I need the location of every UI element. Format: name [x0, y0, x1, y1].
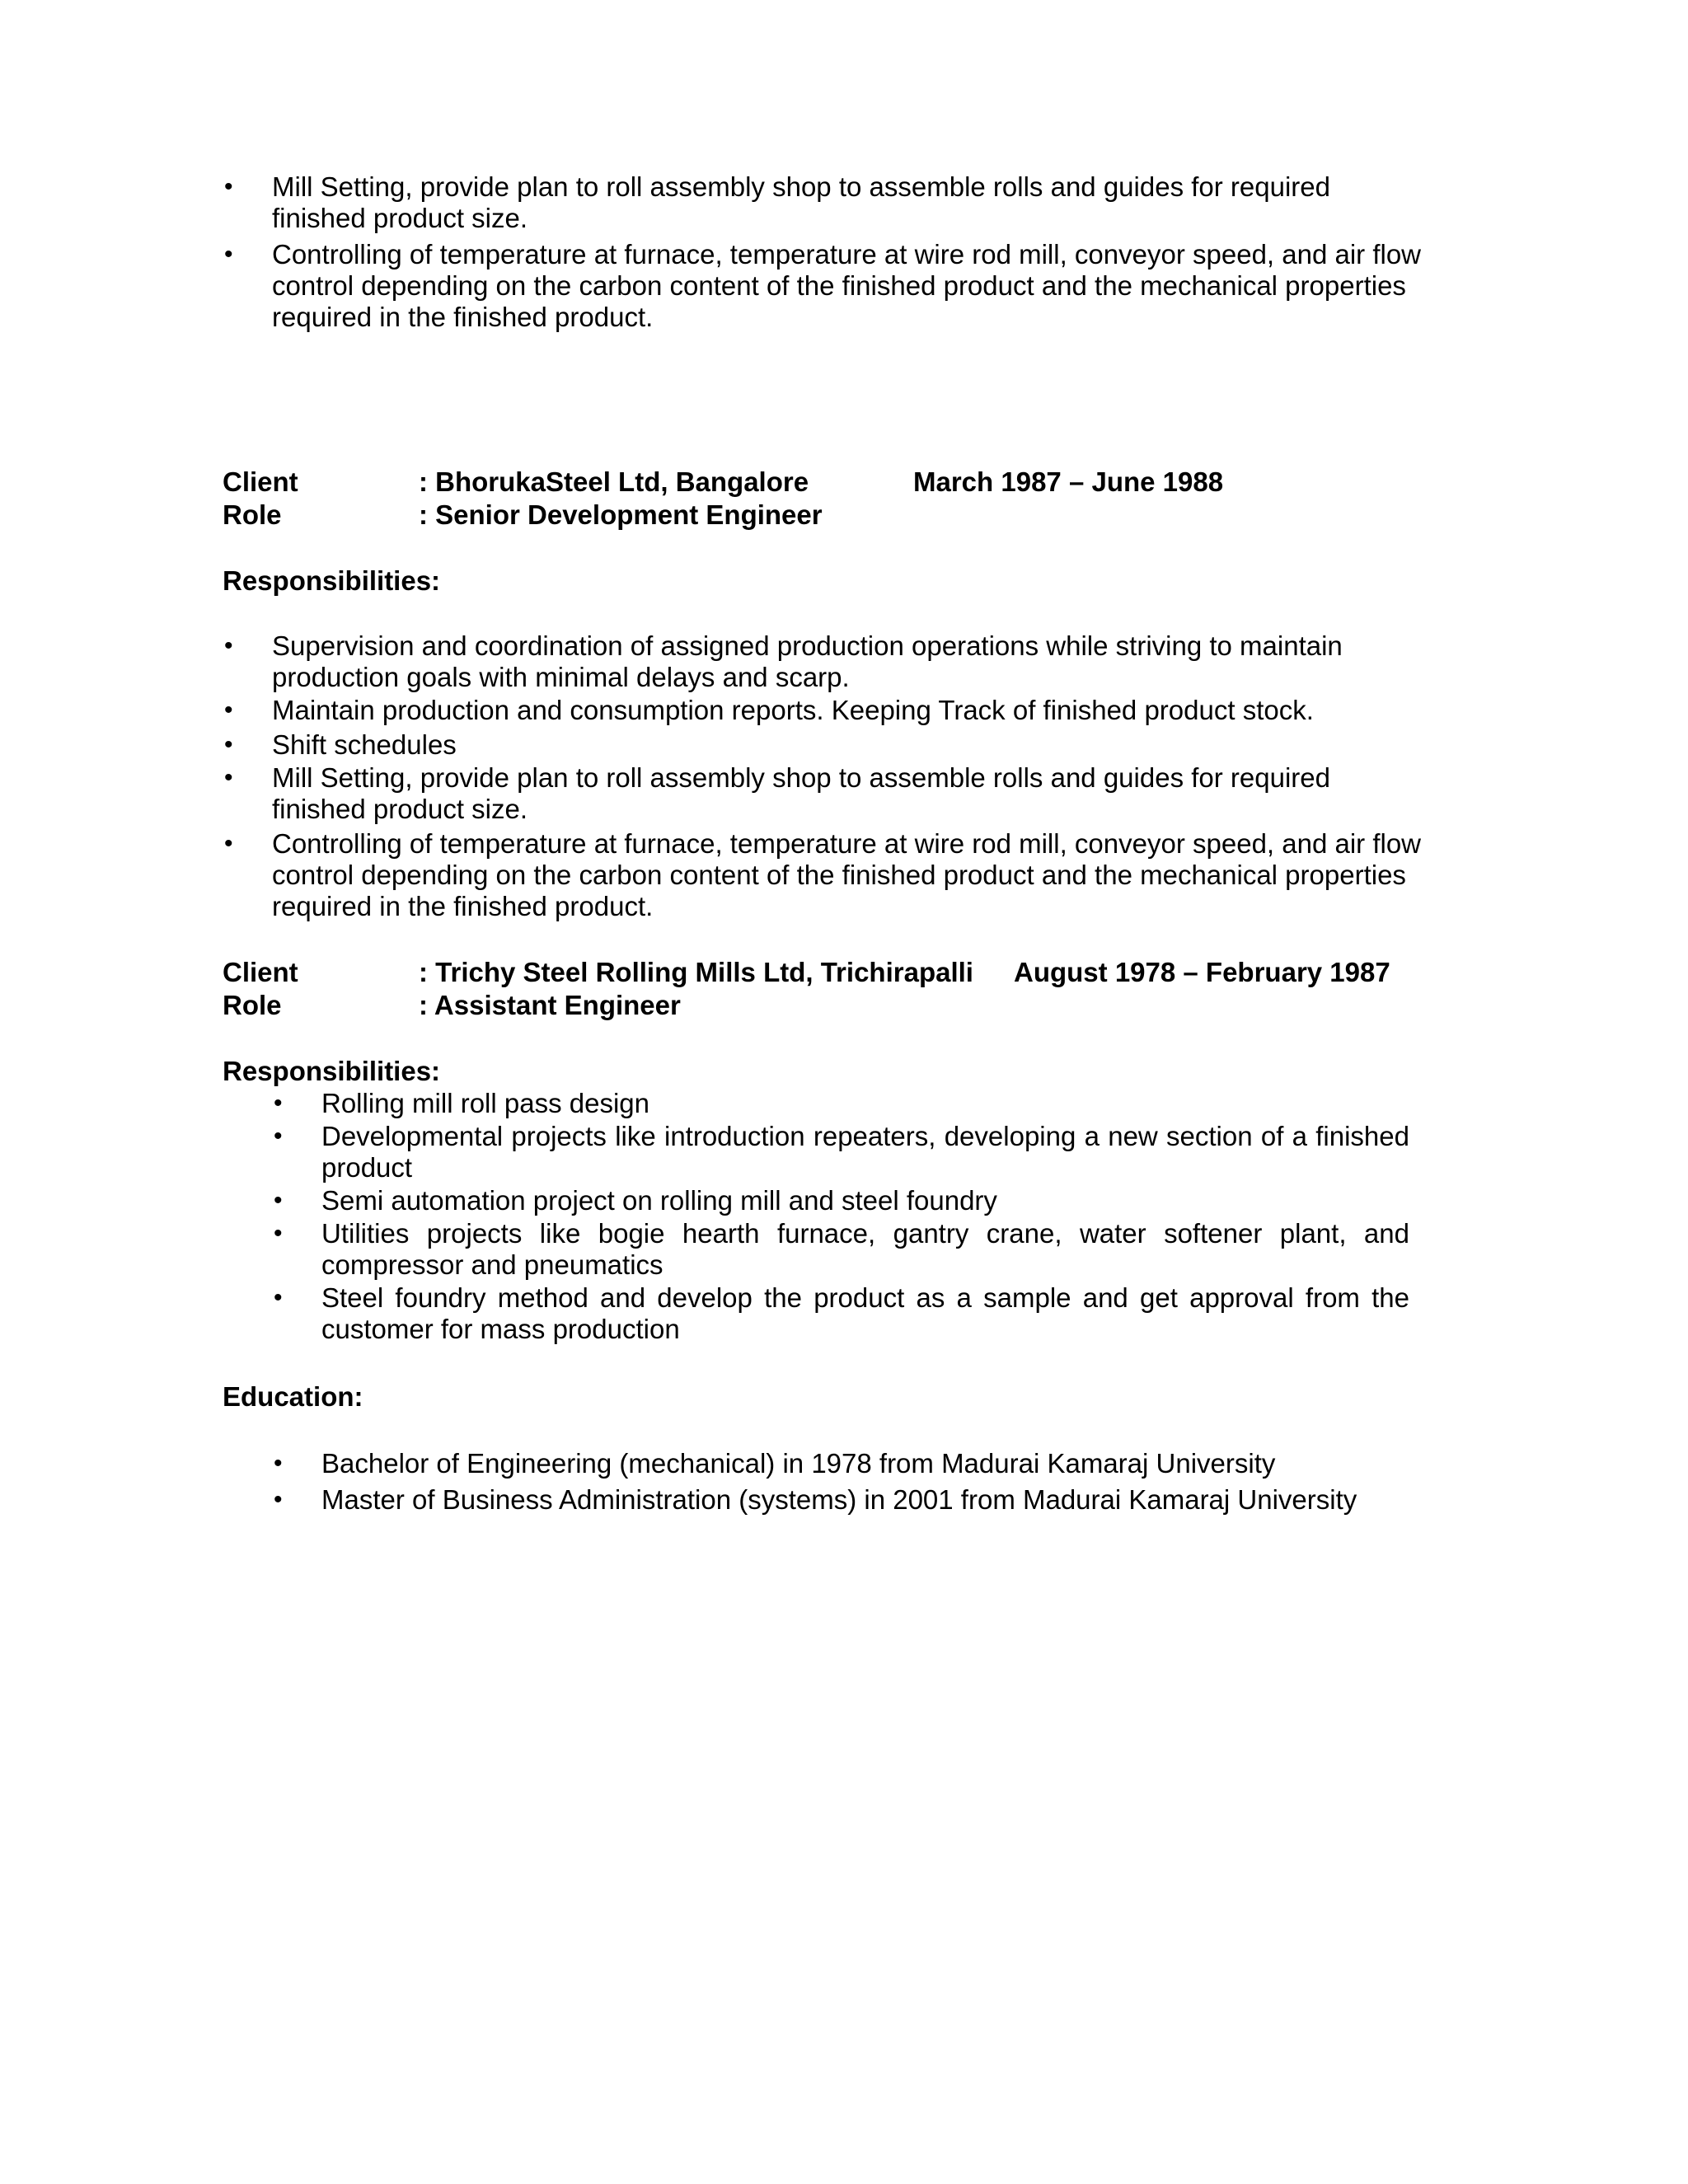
list-item-text: Semi automation project on rolling mill and steel foundry [321, 1185, 997, 1216]
responsibilities-heading: Responsibilities: [223, 1056, 441, 1086]
prev-job-bullet-list [223, 171, 1426, 333]
role-label: Role [223, 990, 282, 1020]
role-value: : Assistant Engineer [419, 990, 681, 1020]
list-item-text: Controlling of temperature at furnace, temperature at wire rod mill, conveyor speed, and air flow control depending on the carbon content of the finished product and the mechanical properties required in the finished product. [272, 828, 1422, 921]
list-item [223, 171, 1426, 234]
client-value: : Trichy Steel Rolling Mills Ltd, Trichirapalli [419, 957, 973, 987]
list-item [223, 1088, 1409, 1119]
list-item-text: Rolling mill roll pass design [321, 1088, 649, 1118]
list-item-text: Mill Setting, provide plan to roll assembly shop to assemble rolls and guides for required finished product size. [272, 762, 1330, 824]
role-label: Role [223, 499, 282, 530]
employment-dates: March 1987 – June 1988 [913, 466, 1224, 497]
list-item [223, 695, 1426, 726]
bhoruka-responsibilities [223, 630, 1426, 922]
list-item-text: Controlling of temperature at furnace, temperature at wire rod mill, conveyor speed, and air flow control depending on the carbon content of the finished product and the mechanical properties required in the finished product. [272, 239, 1422, 332]
prev-job-responsibilities [223, 171, 1426, 333]
list-item [223, 1448, 1357, 1479]
list-item [223, 729, 1426, 761]
bullet-icon: • [224, 632, 233, 659]
bullet-icon: • [224, 830, 233, 857]
list-item [223, 1185, 1409, 1216]
education-section [223, 1448, 1357, 1516]
list-item-text: Utilities projects like bogie hearth furnace, gantry crane, water softener plant, and compressor and pneumatics [321, 1218, 1409, 1280]
bullet-icon: • [274, 1486, 283, 1513]
client-label: Client [223, 466, 298, 497]
education-heading: Education: [223, 1381, 363, 1412]
client-value: : BhorukaSteel Ltd, Bangalore [419, 466, 809, 497]
education-bullet-list [223, 1448, 1357, 1516]
bullet-icon: • [274, 1220, 283, 1247]
list-item-text: Steel foundry method and develop the product as a sample and get approval from the customer for mass production [321, 1282, 1409, 1344]
bullet-icon: • [274, 1450, 283, 1477]
bhoruka-bullet-list [223, 630, 1426, 922]
list-item [223, 1484, 1357, 1516]
bullet-icon: • [274, 1187, 283, 1214]
list-item [223, 239, 1426, 333]
list-item [223, 828, 1426, 922]
bullet-icon: • [274, 1090, 283, 1117]
responsibilities-heading: Responsibilities: [223, 565, 441, 596]
list-item-text: Shift schedules [272, 729, 457, 760]
list-item-text: Maintain production and consumption reports. Keeping Track of finished product stock. [272, 695, 1314, 725]
bullet-icon: • [224, 241, 233, 268]
list-item [223, 630, 1426, 693]
list-item-text: Master of Business Administration (systems) in 2001 from Madurai Kamaraj University [321, 1484, 1357, 1515]
list-item [223, 1121, 1409, 1183]
bullet-icon: • [224, 764, 233, 791]
trichy-bullet-list [223, 1088, 1409, 1345]
employment-dates: August 1978 – February 1987 [1014, 957, 1390, 987]
list-item [223, 762, 1426, 825]
list-item-text: Bachelor of Engineering (mechanical) in 1978 from Madurai Kamaraj University [321, 1448, 1276, 1479]
list-item [223, 1218, 1409, 1281]
client-label: Client [223, 957, 298, 987]
bullet-icon: • [274, 1122, 283, 1150]
list-item-text: Mill Setting, provide plan to roll assembly shop to assemble rolls and guides for required finished product size. [272, 171, 1330, 233]
trichy-responsibilities [223, 1088, 1409, 1345]
list-item-text: Supervision and coordination of assigned production operations while striving to maintain production goals with minimal delays and scarp. [272, 630, 1343, 692]
bullet-icon: • [224, 173, 233, 200]
bullet-icon: • [274, 1284, 283, 1311]
bullet-icon: • [224, 731, 233, 758]
role-value: : Senior Development Engineer [419, 499, 823, 530]
bullet-icon: • [224, 696, 233, 724]
list-item-text: Developmental projects like introduction repeaters, developing a new section of a finished product [321, 1121, 1409, 1183]
list-item [223, 1282, 1409, 1345]
